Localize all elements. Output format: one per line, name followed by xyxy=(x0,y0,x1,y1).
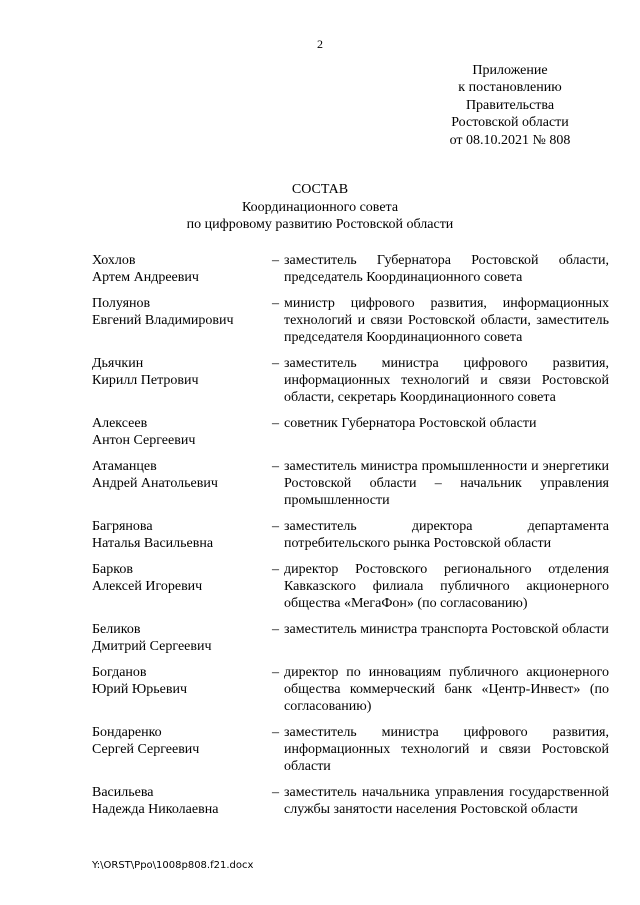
dash: – xyxy=(272,622,279,637)
member-row xyxy=(92,784,612,818)
member-given-names: Надежда Николаевна xyxy=(92,802,219,817)
appendix-block xyxy=(440,62,580,149)
member-role: заместитель начальника управления государственной службы занятости населения Ростовской области xyxy=(284,785,609,817)
member-row xyxy=(92,458,612,509)
member-name xyxy=(92,724,272,775)
page-number: 2 xyxy=(317,37,323,51)
member-name xyxy=(92,561,272,612)
appendix-line: к постановлению xyxy=(458,80,562,96)
member-name xyxy=(92,458,272,509)
member-row xyxy=(92,724,612,775)
member-role: советник Губернатора Ростовской области xyxy=(284,416,537,431)
document-title xyxy=(0,181,640,234)
member-role: заместитель министра промышленности и энергетики Ростовской области – начальник управления промышленности xyxy=(284,459,609,508)
member-name xyxy=(92,621,272,655)
member-surname: Бондаренко xyxy=(92,725,162,740)
member-given-names: Кирилл Петрович xyxy=(92,373,199,388)
member-role: заместитель директора департамента потребительского рынка Ростовской области xyxy=(284,519,609,551)
member-surname: Барков xyxy=(92,562,133,577)
title-line: по цифровому развитию Ростовской области xyxy=(186,217,454,232)
member-surname: Багрянова xyxy=(92,519,153,534)
member-surname: Васильева xyxy=(92,785,154,800)
member-name xyxy=(92,355,272,406)
member-role: директор Ростовского регионального отделения Кавказского филиала публичного акционерного общества «МегаФон» (по согласованию) xyxy=(284,562,609,611)
member-surname: Атаманцев xyxy=(92,459,157,474)
member-row xyxy=(92,295,612,346)
member-row xyxy=(92,415,612,449)
member-given-names: Артем Андреевич xyxy=(92,270,199,285)
member-name xyxy=(92,784,272,818)
member-row xyxy=(92,355,612,406)
dash: – xyxy=(272,416,279,431)
dash: – xyxy=(272,459,279,474)
appendix-line: Правительства xyxy=(465,97,555,113)
member-row xyxy=(92,621,612,655)
member-role: директор по инновациям публичного акционерного общества коммерческий банк «Центр-Инвест» (по согласованию) xyxy=(284,665,609,714)
member-surname: Беликов xyxy=(92,622,141,637)
member-row xyxy=(92,561,612,612)
member-given-names: Сергей Сергеевич xyxy=(92,742,200,757)
member-role: министр цифрового развития, информационных технологий и связи Ростовской области, заместитель председателя Координационного совета xyxy=(284,296,609,345)
dash: – xyxy=(272,296,279,311)
member-given-names: Антон Сергеевич xyxy=(92,433,196,448)
appendix-line: Приложение xyxy=(472,63,548,78)
member-name xyxy=(92,295,272,346)
title-heading: СОСТАВ xyxy=(291,182,349,197)
dash: – xyxy=(272,356,279,371)
dash: – xyxy=(272,785,279,800)
appendix-line: Ростовской области xyxy=(451,115,569,131)
member-given-names: Юрий Юрьевич xyxy=(92,682,188,697)
dash: – xyxy=(272,562,279,577)
member-name xyxy=(92,518,272,552)
title-line: Координационного совета xyxy=(241,199,399,215)
dash: – xyxy=(272,519,279,534)
dash: – xyxy=(272,665,279,680)
member-surname: Алексеев xyxy=(92,416,148,431)
member-role: заместитель министра цифрового развития, информационных технологий и связи Ростовской области xyxy=(284,725,609,774)
member-surname: Хохлов xyxy=(92,253,136,268)
member-row xyxy=(92,252,612,286)
member-surname: Дьячкин xyxy=(92,356,144,371)
member-row xyxy=(92,664,612,715)
member-role: заместитель министра транспорта Ростовской области xyxy=(284,622,609,637)
member-given-names: Андрей Анатольевич xyxy=(92,476,218,491)
dash: – xyxy=(272,253,279,268)
member-given-names: Алексей Игоревич xyxy=(92,579,203,594)
member-surname: Полуянов xyxy=(92,296,151,311)
appendix-line: от 08.10.2021 № 808 xyxy=(449,132,571,148)
member-given-names: Наталья Васильевна xyxy=(92,536,214,551)
member-name xyxy=(92,415,272,449)
dash: – xyxy=(272,725,279,740)
member-given-names: Евгений Владимирович xyxy=(92,313,234,328)
member-name xyxy=(92,664,272,715)
member-surname: Богданов xyxy=(92,665,147,680)
member-given-names: Дмитрий Сергеевич xyxy=(92,639,212,654)
members-list xyxy=(92,252,612,827)
member-row xyxy=(92,518,612,552)
member-role: заместитель министра цифрового развития, информационных технологий и связи Ростовской области, секретарь Координационного совета xyxy=(284,356,609,405)
member-name xyxy=(92,252,272,286)
member-role: заместитель Губернатора Ростовской области, председатель Координационного совета xyxy=(284,253,609,285)
file-path-footer: Y:\ORST\Ppo\1008p808.f21.docx xyxy=(92,860,254,871)
